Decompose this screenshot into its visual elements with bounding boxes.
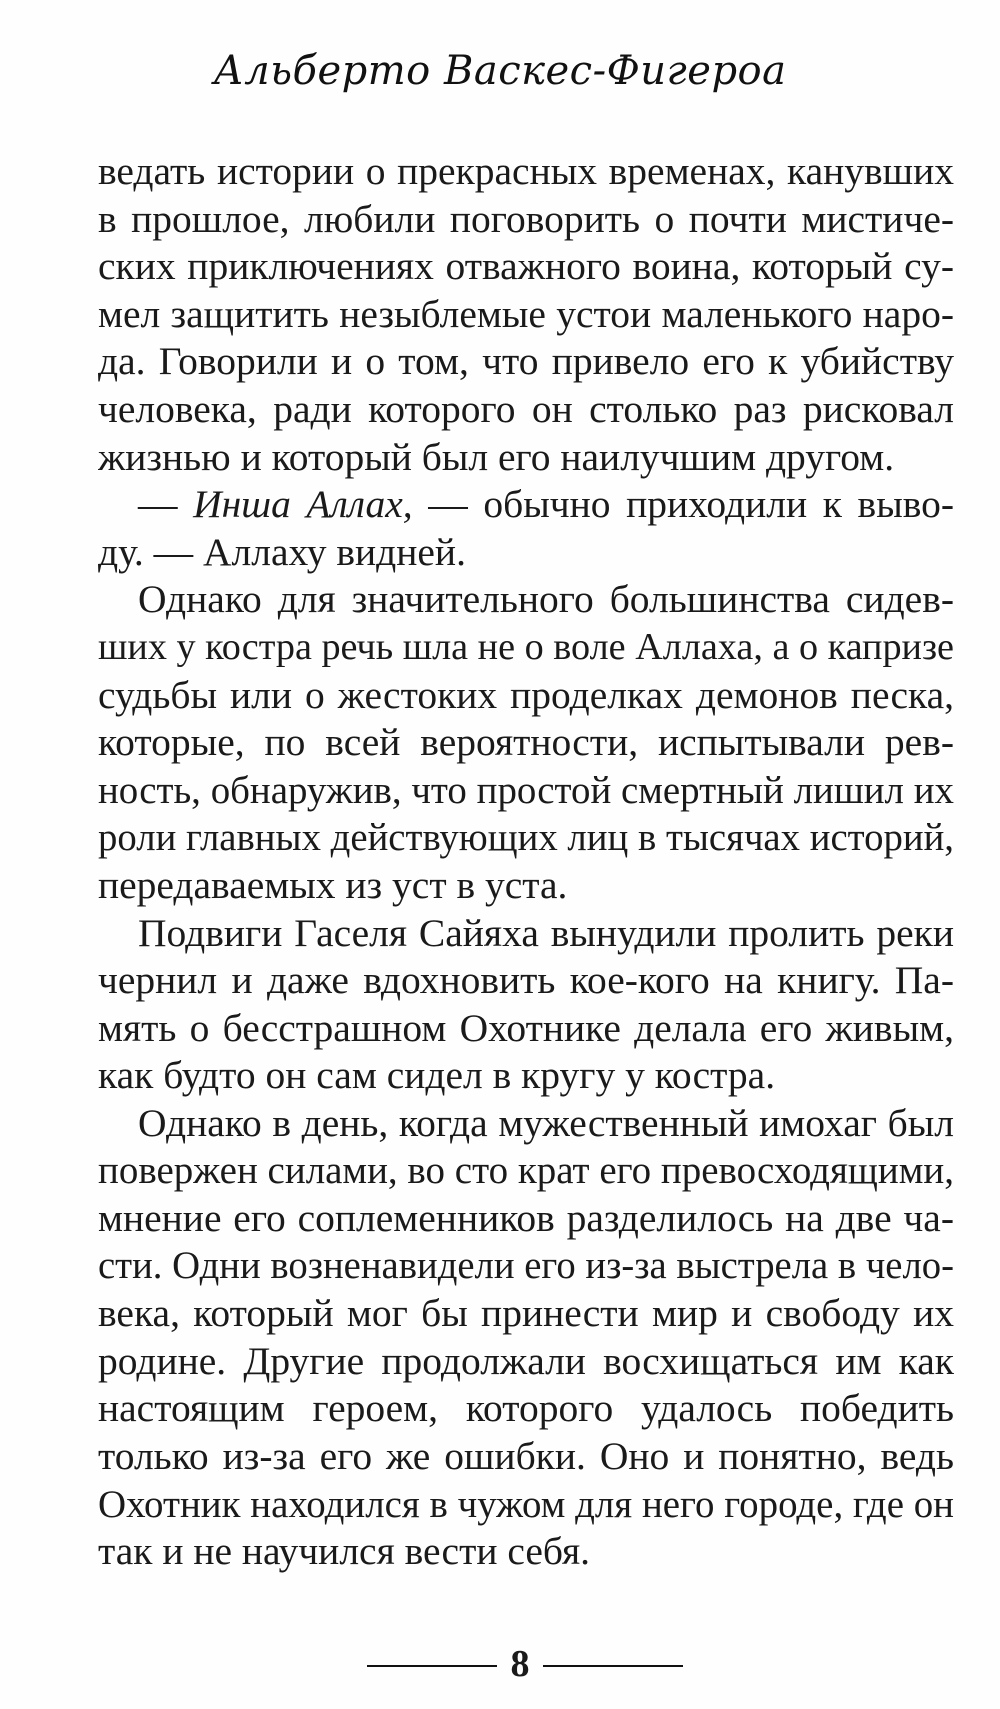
text-line: Однако в день, когда мужественный имохаг был <box>138 1100 954 1145</box>
text-line: которые, по всей вероятности, испытывали рев- <box>98 720 954 765</box>
text-line: ведать истории о прекрасных временах, канувших <box>98 149 954 193</box>
page-footer <box>0 1640 1000 1690</box>
dialogue-rest: — обычно приходили к выво- <box>428 482 954 527</box>
footer-rule-left <box>367 1665 497 1667</box>
text-line: так и не научился вести себя. <box>98 1529 591 1574</box>
text-line: роли главных действующих лиц в тысячах историй, <box>98 816 954 860</box>
text-line: повержен силами, во сто крат его превосходящими, <box>98 1149 954 1193</box>
page-number: 8 <box>510 1643 530 1685</box>
text-line: да. Говорили и о том, что привело его к убийству <box>98 339 954 384</box>
text-line: века, который мог бы принести мир и свободу их <box>98 1291 954 1336</box>
text-line: в прошлое, любили поговорить о почти мистиче- <box>98 196 954 241</box>
text-line: ших у костра речь шла не о воле Аллаха, а о капризе <box>98 625 954 668</box>
text-line: мять о бесстрашном Охотнике делала его живым, <box>98 1005 954 1050</box>
dialogue-dash: — <box>138 482 194 527</box>
text-line: передаваемых из уст в уста. <box>98 862 568 907</box>
text-line: только из-за его же ошибки. Оно и понятно, ведь <box>98 1434 954 1479</box>
dialogue-line <box>98 481 954 529</box>
text-line: жизнью и который был его наилучшим другом. <box>98 434 895 479</box>
italic-phrase: Инша Аллах, <box>193 482 413 527</box>
text-line: сти. Одни возненавидели его из-за выстрела в чело- <box>98 1244 954 1287</box>
text-line: ских приключениях отважного воина, который су- <box>98 244 954 289</box>
text-line: Охотник находился в чужом для него городе, где он <box>98 1482 954 1526</box>
body-text <box>98 148 954 1576</box>
text-line: как будто он сам сидел в кругу у костра. <box>98 1053 776 1098</box>
text-line: чернил и даже вдохновить кое-кого на книгу. Па- <box>98 958 954 1003</box>
text-line: человека, ради которого он столько раз рисковал <box>98 386 954 431</box>
text-line: Подвиги Гаселя Сайяха вынудили пролить реки <box>138 910 954 955</box>
text-line: судьбы или о жестоких проделках демонов песка, <box>98 672 954 717</box>
text-line: настоящим героем, которого удалось победить <box>98 1386 954 1431</box>
running-head-author: Альберто Васкес-Фигероа <box>213 48 787 94</box>
text-line: ду. — Аллаху видней. <box>98 529 466 574</box>
footer-rule-right <box>543 1665 683 1667</box>
text-line: мнение его соплеменников разделилось на две ча- <box>98 1196 954 1241</box>
text-line: родине. Другие продолжали восхищаться им как <box>98 1338 954 1383</box>
text-line: Однако для значительного большинства сидев- <box>138 577 954 622</box>
text-line: мел защитить незыблемые устои маленького наро- <box>98 291 954 336</box>
text-line: ность, обнаружив, что простой смертный лишил их <box>98 768 954 812</box>
